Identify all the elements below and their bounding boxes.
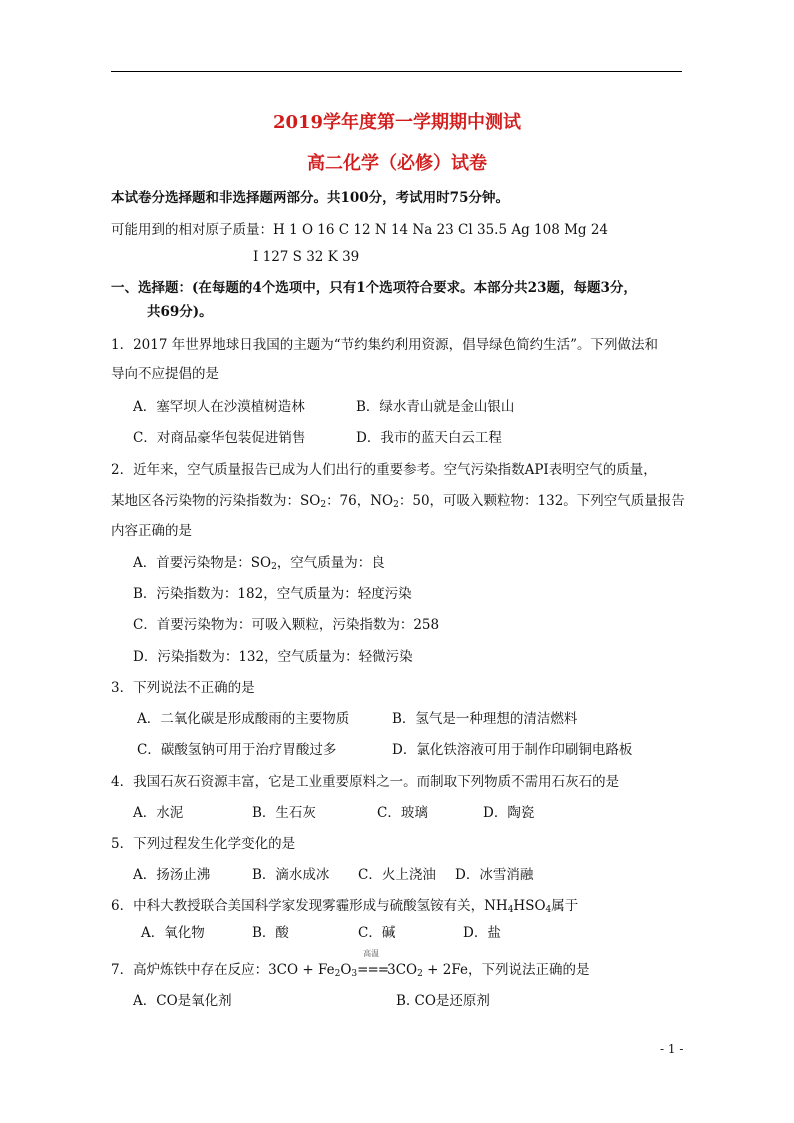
section-heading: 一、选择题：(在每题的4个选项中，只有1个选项符合要求。本部分共23题，每题3分， [111, 280, 637, 296]
exam-subtitle: 高二化学（必修）试卷 [307, 153, 487, 174]
q4-option-c: C．玻璃 [377, 805, 428, 821]
q7-stem: 7．高炉炼铁中存在反应：$3CO + Fe_2O_3$ 高温 $===3CO_2 + 2Fe$，下列说法正确的是 [111, 949, 590, 979]
q6-option-d: D．盐 [463, 925, 501, 941]
q5-option-a: A．扬汤止沸 [133, 867, 211, 883]
page-number: - 1 - [660, 1042, 684, 1056]
q3-option-b: B．氢气是一种理想的清洁燃料 [392, 711, 578, 727]
q2-option-a: A．首要污染物是：$SO_2$，空气质量为：良 [133, 555, 385, 572]
q2-stem: 2．近年来，空气质量报告已成为人们出行的重要参考。空气污染指数API表明空气的质量， [111, 462, 657, 478]
q3-stem: 3．下列说法不正确的是 [111, 680, 255, 696]
q1-stem: 1．2017 年世界地球日我国的主题为“节约集约利用资源，倡导绿色简约生活”。下列做法和 [111, 337, 659, 353]
q1-option-b: B．绿水青山就是金山银山 [356, 399, 515, 415]
q1-stem-cont: 导向不应提倡的是 [111, 366, 219, 382]
header-rule [111, 71, 682, 72]
q1-option-a: A．塞罕坝人在沙漠植树造林 [133, 399, 305, 415]
q5-option-c: C．火上浇油 [358, 867, 436, 883]
q2-stem-cont: 某地区各污染物的污染指数为：$SO_2$：76，$NO_2$：50，可吸入颗粒物：132。下列空气质量报告 [111, 493, 685, 510]
q1-option-c: C．对商品豪华包装促进销售 [133, 430, 306, 446]
atomic-mass-line-2: I 127 S 32 K 39 [253, 249, 360, 265]
q5-stem: 5．下列过程发生化学变化的是 [111, 836, 296, 852]
q2-option-b: B．污染指数为：182，空气质量为：轻度污染 [133, 586, 412, 602]
q1-option-d: D．我市的蓝天白云工程 [356, 430, 502, 446]
q7-option-b: B. CO是还原剂 [396, 993, 490, 1009]
q6-option-a: A．氧化物 [141, 925, 205, 941]
q2-option-d: D．污染指数为：132，空气质量为：轻微污染 [133, 649, 413, 665]
q7-option-a: A．CO是氧化剂 [133, 993, 232, 1009]
q4-option-d: D．陶瓷 [483, 805, 535, 821]
q2-option-c: C．首要污染物为：可吸入颗粒，污染指数为：258 [133, 617, 440, 633]
q5-option-d: D．冰雪消融 [455, 867, 534, 883]
q4-option-b: B．生石灰 [252, 805, 316, 821]
q4-stem: 4．我国石灰石资源丰富，它是工业重要原料之一。而制取下列物质不需用石灰石的是 [111, 774, 620, 790]
intro-line-1: 本试卷分选择题和非选择题两部分。共100分，考试用时75分钟。 [111, 190, 509, 206]
atomic-mass-line-1: 可能用到的相对原子质量：H 1 O 16 C 12 N 14 Na 23 Cl 35.5 Ag 108 Mg 24 [111, 222, 609, 238]
exam-title: 2019学年度第一学期期中测试 [272, 112, 522, 133]
q3-option-d: D．氯化铁溶液可用于制作印刷铜电路板 [392, 742, 633, 758]
q4-option-a: A．水泥 [133, 805, 184, 821]
reaction-condition: 高温 === [357, 949, 389, 978]
q3-option-c: C．碳酸氢钠可用于治疗胃酸过多 [137, 742, 337, 758]
q6-stem: 6．中科大教授联合美国科学家发现雾霾形成与硫酸氢铵有关，$NH_4HSO_4$属于 [111, 898, 579, 915]
q2-stem-cont-2: 内容正确的是 [111, 523, 192, 539]
q6-option-b: B．酸 [252, 925, 289, 941]
q6-option-c: C．碱 [358, 925, 396, 941]
q3-option-a: A．二氧化碳是形成酸雨的主要物质 [137, 711, 350, 727]
section-heading-cont: 共69分)。 [147, 304, 213, 320]
q5-option-b: B．滴水成冰 [252, 867, 330, 883]
